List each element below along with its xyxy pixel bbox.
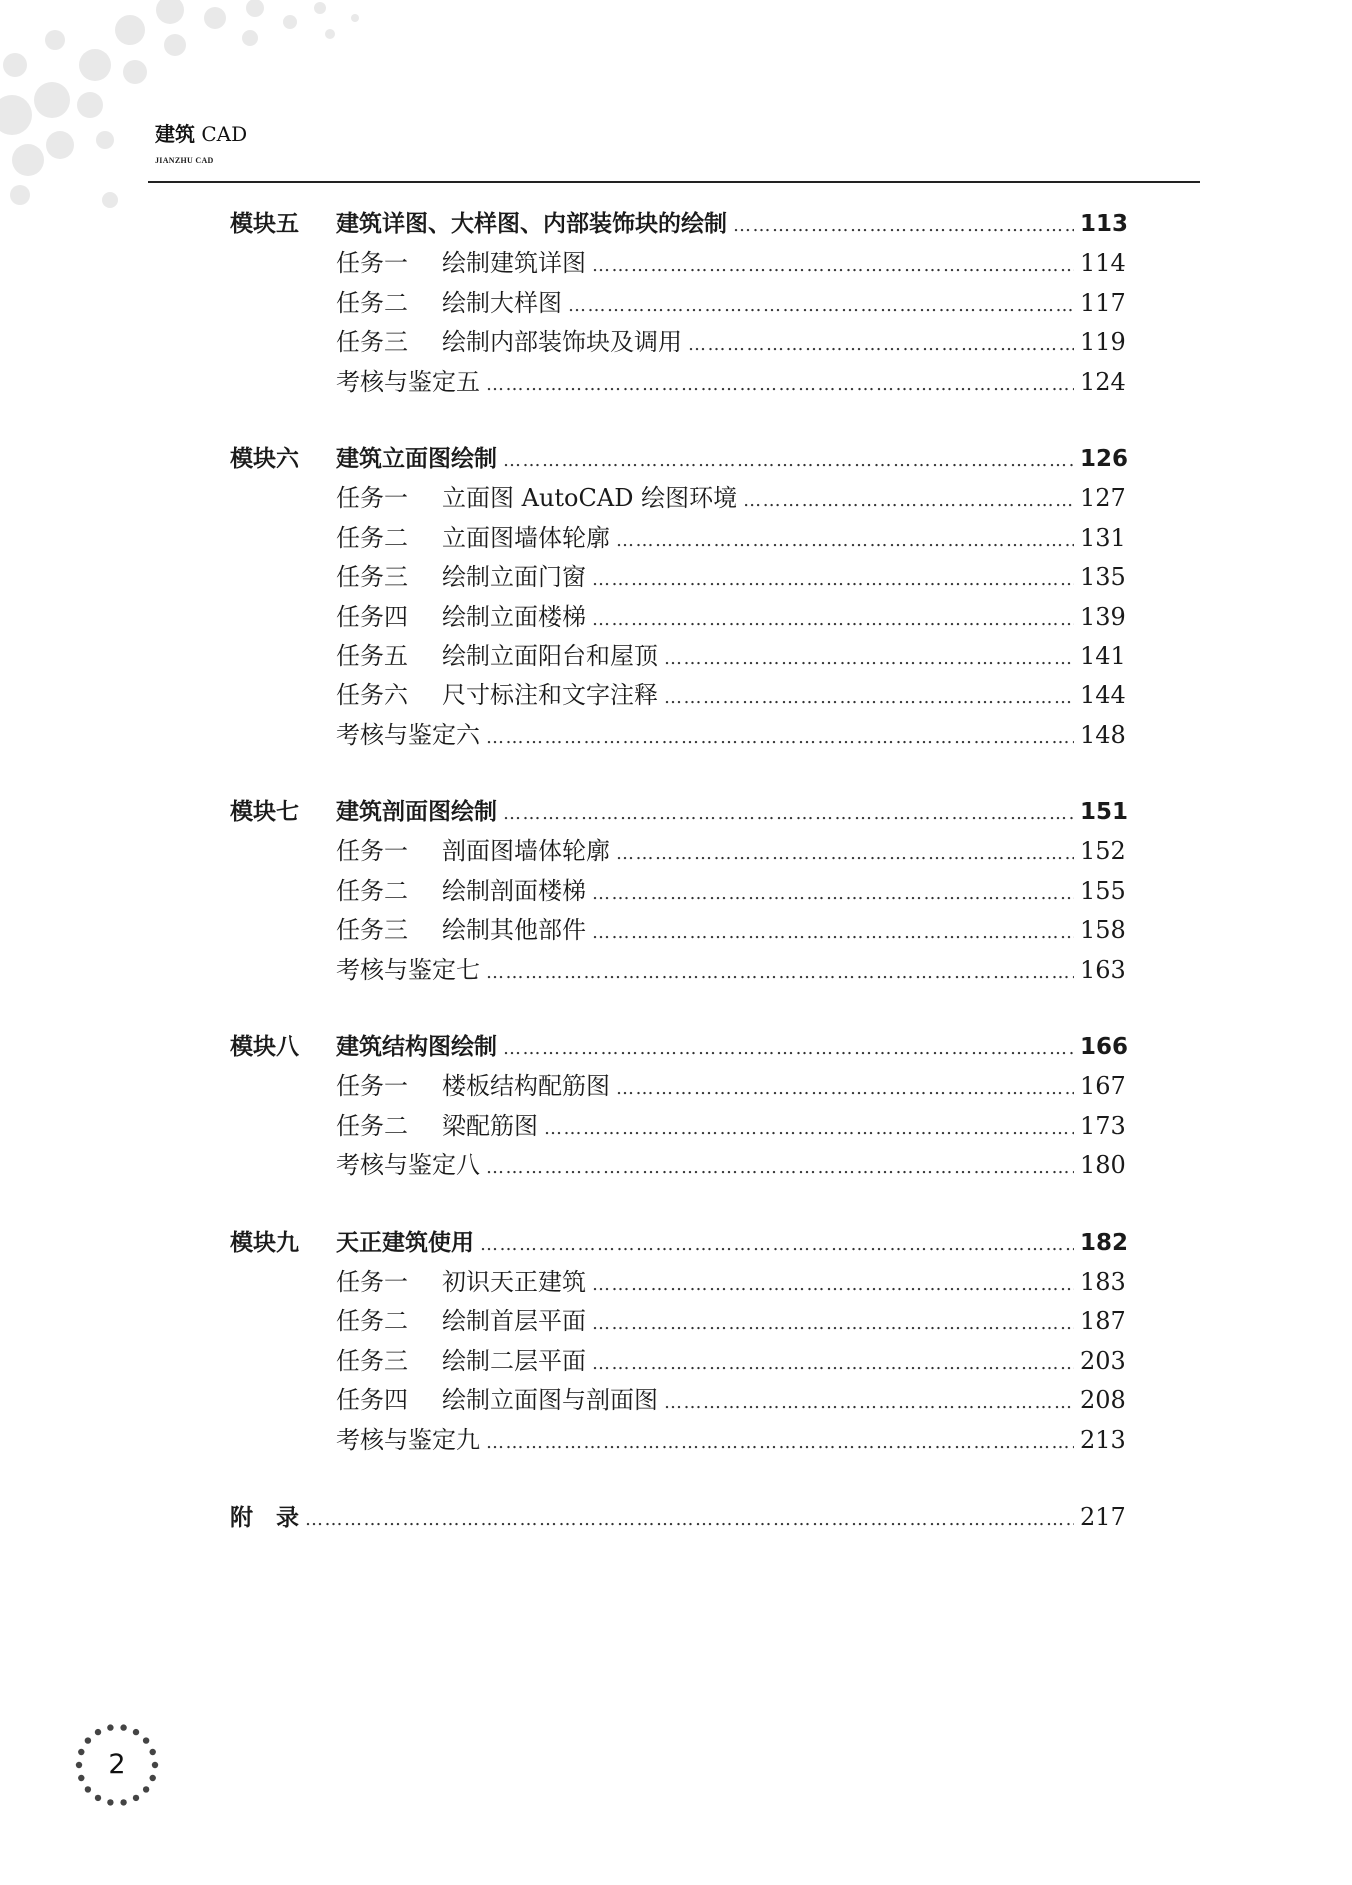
toc-module-title: 建筑结构图绘制 [336,1034,497,1061]
toc-task-label [230,519,610,558]
toc-module[interactable] [230,1224,1129,1263]
toc-task-code: 任务二 [336,288,408,317]
toc-assessment-label [230,716,480,755]
dot-leader [592,1265,1074,1304]
toc-module-page: 151 [1080,799,1129,826]
dot-leader [486,718,1074,757]
toc-module-title: 建筑立面图绘制 [336,445,497,472]
toc-task-page: 155 [1080,876,1126,905]
toc-task-title: 立面图墙体轮廓 [442,523,610,552]
toc-module-code: 模块八 [230,1034,299,1061]
header-subtitle: JIANZHU CAD [155,156,214,165]
toc-task-code: 任务一 [336,837,408,866]
toc-appendix-page: 217 [1080,1502,1126,1531]
toc-task[interactable] [230,519,1126,558]
dot-leader [592,600,1074,639]
toc-task-page: 119 [1080,328,1126,357]
toc-task-code: 任务三 [336,916,408,945]
toc-task-label [230,284,562,323]
dot-leader [503,794,1074,833]
dot-leader [486,1148,1074,1187]
toc-task-code: 任务三 [336,1346,408,1375]
toc-appendix[interactable] [230,1498,1126,1537]
toc-task-label [230,1342,586,1381]
toc-task-page: 167 [1080,1072,1126,1101]
dot-leader [743,481,1074,520]
header-title [155,118,247,147]
toc-task-label [230,832,610,871]
toc-task-code: 任务四 [336,1386,408,1415]
toc-task-code: 任务一 [336,484,408,513]
dot-leader [616,521,1074,560]
toc-task-page: 183 [1080,1267,1126,1296]
dot-leader [592,1304,1074,1343]
dot-leader [616,834,1074,873]
toc-task-page: 117 [1080,288,1126,317]
toc-task-title: 绘制立面图与剖面图 [442,1386,658,1415]
dot-leader [592,246,1074,285]
toc-task[interactable] [230,1302,1126,1341]
decorative-dot-pattern [0,0,380,220]
toc-task-label [230,558,586,597]
toc-assessment-page: 124 [1080,367,1126,396]
toc-module-code: 模块七 [230,799,299,826]
toc-module-title: 建筑详图、大样图、内部装饰块的绘制 [336,211,727,237]
toc-task-code: 任务一 [336,1267,408,1296]
toc-task-page: 141 [1080,641,1126,670]
toc-module[interactable] [230,793,1129,832]
toc-module-group [230,440,1129,755]
toc-assessment-title: 考核与鉴定五 [336,367,480,396]
dot-leader [480,1225,1074,1264]
dot-leader [503,441,1074,480]
toc-appendix-title: 附 录 [230,1504,299,1531]
toc-module-page: 182 [1080,1229,1129,1256]
header-title-cn: 建筑 [155,122,195,146]
page-number: 2 [108,1749,126,1780]
toc-assessment[interactable] [230,1421,1126,1460]
dot-leader [592,913,1074,952]
toc-task-page: 152 [1080,837,1126,866]
toc-task-code: 任务二 [336,876,408,905]
toc-assessment-page: 213 [1080,1425,1126,1454]
toc-task-title: 绘制立面阳台和屋顶 [442,641,658,670]
toc-task[interactable] [230,1381,1126,1420]
toc-task-page: 203 [1080,1346,1126,1375]
toc-assessment-title: 考核与鉴定八 [336,1151,480,1180]
toc-task-page: 144 [1080,681,1126,710]
toc-task-code: 任务二 [336,1111,408,1140]
dot-leader [486,953,1074,992]
toc-task[interactable] [230,1107,1126,1146]
toc-task-page: 208 [1080,1386,1126,1415]
toc-task-code: 任务三 [336,563,408,592]
toc-appendix-group [230,1498,1126,1537]
toc-task-title: 初识天正建筑 [442,1267,586,1296]
toc-module-group [230,1028,1129,1186]
toc-module-page: 126 [1080,445,1129,472]
toc-module-label [230,1224,474,1263]
toc-task-label [230,872,586,911]
dot-leader [733,206,1074,245]
toc-task[interactable] [230,284,1126,323]
toc-task-label [230,911,586,950]
toc-task[interactable] [230,244,1126,283]
toc-task-code: 任务四 [336,602,408,631]
dot-leader [664,678,1074,717]
toc-task-code: 任务二 [336,1307,408,1336]
toc-task[interactable] [230,1263,1126,1302]
toc-task-code: 任务二 [336,523,408,552]
toc-module[interactable] [230,440,1129,479]
toc-task-label [230,1107,538,1146]
toc-task-label [230,637,658,676]
toc-task-label [230,598,586,637]
toc-task-code: 任务一 [336,249,408,278]
dot-leader [616,1069,1074,1108]
toc-module-code: 模块五 [230,211,299,237]
toc-task[interactable] [230,1067,1126,1106]
toc-task-title: 绘制内部装饰块及调用 [442,328,682,357]
toc-task-title: 绘制二层平面 [442,1346,586,1375]
dot-leader [688,325,1074,364]
toc-assessment[interactable] [230,363,1126,402]
toc-task-label [230,244,586,283]
toc-task-page: 135 [1080,563,1126,592]
toc-task-title: 尺寸标注和文字注释 [442,681,658,710]
table-of-contents [230,205,1129,1575]
dot-leader [544,1109,1074,1148]
dot-leader [486,1423,1074,1462]
toc-appendix-label [230,1499,299,1538]
toc-assessment-page: 148 [1080,720,1126,749]
toc-task-label [230,479,737,518]
toc-task-title: 剖面图墙体轮廓 [442,837,610,866]
toc-assessment-page: 163 [1080,955,1126,984]
toc-task-label [230,1263,586,1302]
toc-module-group [230,1224,1129,1460]
header-divider [148,181,1200,183]
toc-task-page: 127 [1080,484,1126,513]
toc-module-title: 天正建筑使用 [336,1229,474,1256]
toc-module-code: 模块六 [230,445,299,472]
dot-leader [568,286,1074,325]
toc-module-group [230,205,1129,402]
toc-assessment-label [230,1146,480,1185]
toc-task-code: 任务一 [336,1072,408,1101]
toc-task-title: 绘制剖面楼梯 [442,876,586,905]
toc-task-title: 梁配筋图 [442,1111,538,1140]
toc-task-title: 绘制立面门窗 [442,563,586,592]
toc-task-title: 绘制其他部件 [442,916,586,945]
toc-module-label [230,793,497,832]
toc-assessment-title: 考核与鉴定九 [336,1425,480,1454]
dot-leader [305,1500,1074,1539]
dot-leader [592,1344,1074,1383]
toc-module[interactable] [230,1028,1129,1067]
header-title-en: CAD [201,122,248,146]
toc-task-label [230,1381,658,1420]
toc-task[interactable] [230,676,1126,715]
toc-task[interactable] [230,911,1126,950]
dot-leader [664,639,1074,678]
toc-task-code: 任务三 [336,328,408,357]
toc-module-code: 模块九 [230,1229,299,1256]
toc-module-page: 113 [1080,211,1129,237]
toc-task-label [230,1302,586,1341]
dot-leader [592,560,1074,599]
toc-task-code: 任务五 [336,641,408,670]
toc-task[interactable] [230,872,1126,911]
toc-module-label [230,1028,497,1067]
toc-task-title: 楼板结构配筋图 [442,1072,610,1101]
toc-task-page: 173 [1080,1111,1126,1140]
toc-assessment-label [230,363,480,402]
toc-task-page: 158 [1080,916,1126,945]
toc-task-page: 139 [1080,602,1126,631]
toc-task[interactable] [230,1342,1126,1381]
toc-module-label [230,440,497,479]
toc-task[interactable] [230,323,1126,362]
toc-task[interactable] [230,598,1126,637]
dot-leader [664,1383,1074,1422]
toc-task[interactable] [230,637,1126,676]
toc-task[interactable] [230,479,1126,518]
toc-assessment-label [230,951,480,990]
toc-task-label [230,1067,610,1106]
dot-leader [503,1029,1074,1068]
toc-task-title: 绘制大样图 [442,288,562,317]
toc-task[interactable] [230,832,1126,871]
toc-task-title: 立面图 AutoCAD 绘图环境 [442,484,738,513]
toc-module-group [230,793,1129,990]
toc-task-label [230,676,658,715]
toc-module-label [230,205,727,244]
toc-assessment[interactable] [230,716,1126,755]
toc-module-page: 166 [1080,1034,1129,1061]
toc-task-label [230,323,682,362]
toc-assessment-label [230,1421,480,1460]
toc-task-page: 114 [1080,249,1126,278]
toc-module-title: 建筑剖面图绘制 [336,799,497,826]
toc-task-page: 131 [1080,523,1126,552]
toc-task[interactable] [230,558,1126,597]
toc-assessment-page: 180 [1080,1151,1126,1180]
toc-assessment[interactable] [230,951,1126,990]
dot-leader [592,874,1074,913]
toc-module[interactable] [230,205,1129,244]
toc-assessment[interactable] [230,1146,1126,1185]
toc-task-title: 绘制首层平面 [442,1307,586,1336]
toc-task-title: 绘制建筑详图 [442,249,586,278]
dot-leader [486,365,1074,404]
toc-task-title: 绘制立面楼梯 [442,602,586,631]
toc-task-code: 任务六 [336,681,408,710]
toc-task-page: 187 [1080,1307,1126,1336]
toc-assessment-title: 考核与鉴定七 [336,955,480,984]
toc-assessment-title: 考核与鉴定六 [336,720,480,749]
